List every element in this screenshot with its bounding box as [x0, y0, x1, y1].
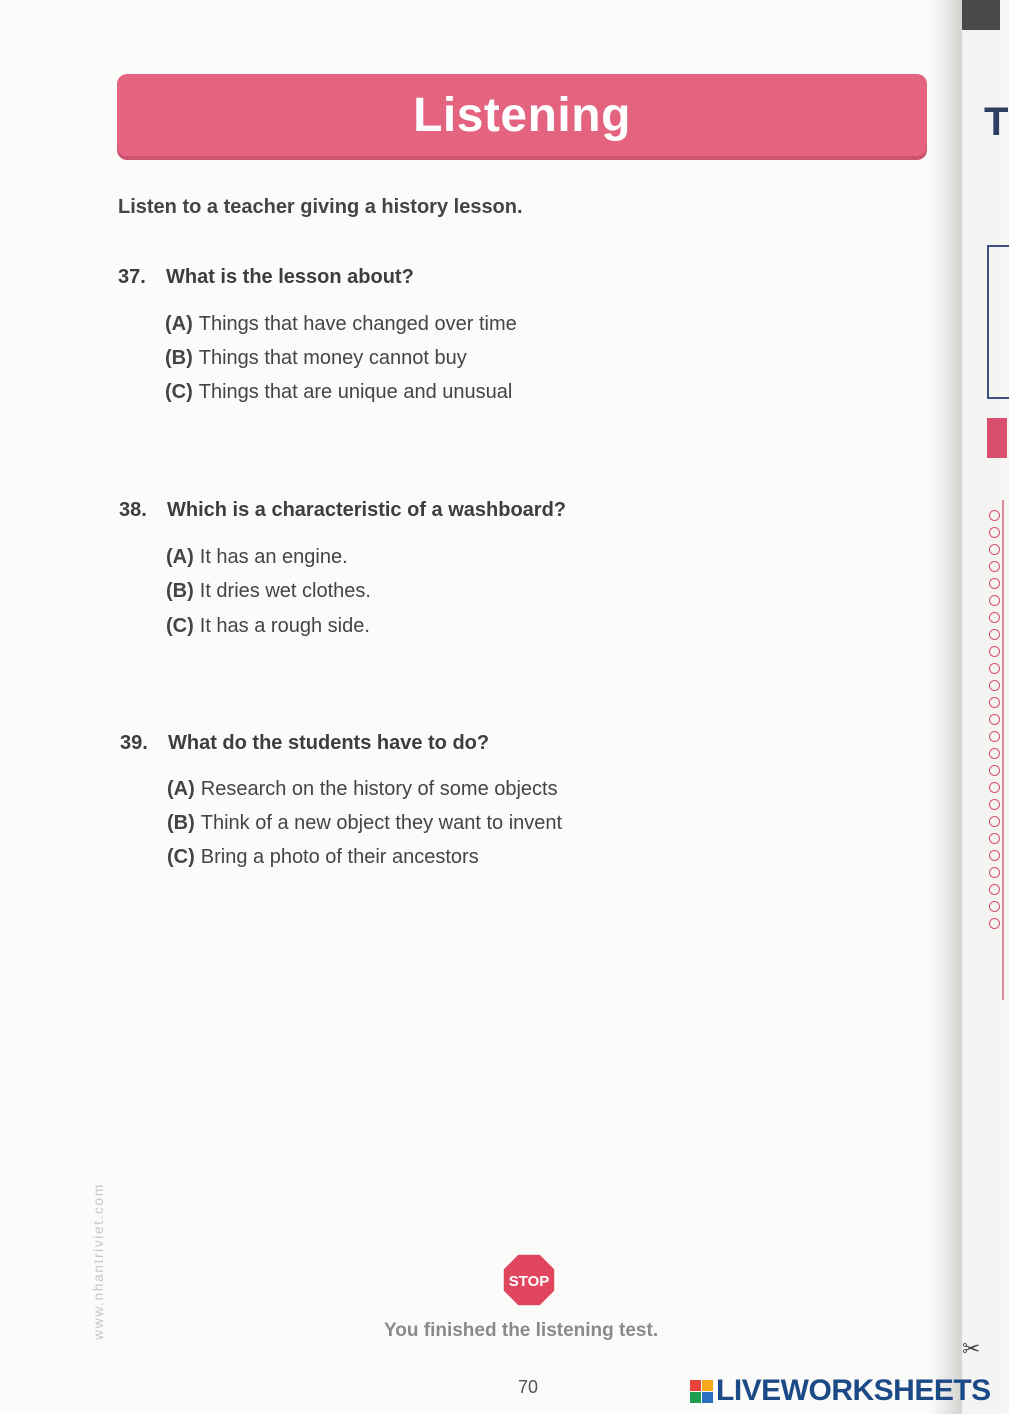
stop-sign-icon [502, 1253, 556, 1307]
answer-bubbles [989, 510, 1003, 935]
page-number: 70 [518, 1377, 539, 1397]
option-text: Think of a new object they want to invent [200, 812, 563, 834]
option-letter: (A) [167, 778, 195, 800]
option-letter: (B) [167, 812, 195, 834]
option-letter: (C) [166, 615, 194, 637]
option-text: It has an engine. [199, 546, 348, 568]
question-37 [118, 266, 414, 289]
option-38-b[interactable] [166, 580, 371, 603]
adjacent-page-edge [962, 0, 1009, 1414]
liveworksheets-logo [690, 1374, 991, 1408]
option-39-b[interactable] [167, 812, 562, 835]
option-letter: (C) [165, 381, 193, 403]
publisher-watermark: www.nhantriviet.com [90, 1183, 106, 1340]
question-text: What do the students have to do? [168, 732, 490, 754]
option-text: Things that are unique and unusual [198, 381, 513, 403]
question-text: What is the lesson about? [166, 266, 414, 288]
option-37-a[interactable] [165, 313, 517, 336]
finished-message: You finished the listening test. [384, 1320, 659, 1341]
option-text: It has a rough side. [199, 615, 370, 637]
book-gutter [930, 0, 965, 1414]
option-letter: (A) [165, 313, 193, 335]
question-39 [120, 732, 489, 755]
option-letter: (B) [166, 580, 194, 602]
adjacent-page-frame [987, 245, 1009, 399]
question-number: 37. [118, 266, 146, 288]
logo-squares-icon [690, 1380, 713, 1403]
option-37-b[interactable] [165, 347, 467, 370]
question-38 [119, 499, 566, 522]
question-number: 38. [119, 499, 147, 521]
option-39-a[interactable] [167, 778, 558, 801]
option-39-c[interactable] [167, 846, 479, 869]
scan-edge [962, 0, 1000, 30]
option-letter: (C) [167, 846, 195, 868]
question-number: 39. [120, 732, 148, 754]
option-letter: (A) [166, 546, 194, 568]
question-text: Which is a characteristic of a washboard? [167, 499, 567, 521]
scissors-icon: ✂ [962, 1336, 981, 1361]
option-text: Things that have changed over time [198, 313, 517, 335]
option-38-a[interactable] [166, 546, 348, 569]
option-38-c[interactable] [166, 615, 370, 638]
option-text: Bring a photo of their ancestors [200, 846, 479, 868]
instruction-text: Listen to a teacher giving a history lesson. [118, 196, 523, 218]
section-banner [117, 74, 927, 156]
logo-text: LIVEWORKSHEETS [716, 1374, 991, 1407]
option-text: It dries wet clothes. [199, 580, 371, 602]
option-text: Things that money cannot buy [198, 347, 467, 369]
option-letter: (B) [165, 347, 193, 369]
section-title: Listening [413, 88, 631, 142]
stop-sign-label: STOP [508, 1273, 550, 1290]
adjacent-page-letter: T [984, 100, 1009, 144]
adjacent-page-pink-block [987, 418, 1007, 458]
option-37-c[interactable] [165, 381, 512, 404]
option-text: Research on the history of some objects [200, 778, 558, 800]
